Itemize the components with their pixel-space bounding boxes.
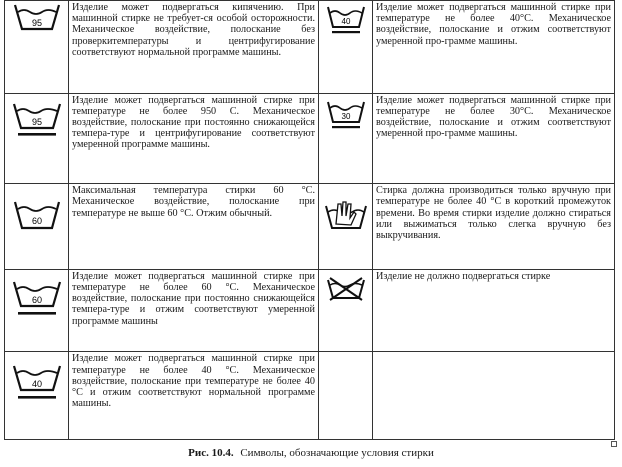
table-row — [5, 352, 615, 440]
wash-30-icon — [326, 98, 366, 134]
description-cell: Изделие может подвергаться машинной стирке при температуре не более 30°С. Механическое воздействие, полоскание и отжим соответствуют умеренной про-грамме машины. — [373, 93, 615, 184]
symbol-cell — [5, 269, 69, 352]
wash-95-icon — [12, 100, 62, 140]
description-cell: Изделие может подвергаться машинной стирке при температуре не более 950 С. Механическое воздействие, полоскание при постоянно снижающейся темпера-туре и центрифугирование соответствуют умеренной программе машины. — [69, 93, 319, 184]
wash-95-icon — [13, 1, 61, 35]
caption-label: Рис. 10.4. — [188, 447, 234, 459]
symbol-cell — [319, 93, 373, 184]
svg-text:40: 40 — [341, 17, 350, 26]
wash-40-icon — [326, 1, 366, 37]
symbol-cell — [5, 1, 69, 94]
washing-symbols-table — [4, 0, 615, 440]
empty-cell — [373, 352, 615, 440]
svg-text:40: 40 — [31, 379, 42, 390]
table-row — [5, 269, 615, 352]
svg-text:60: 60 — [31, 216, 42, 227]
do-not-wash-icon — [326, 276, 366, 302]
description-cell: Изделие может подвергаться кипячению. При машинной стирке не требует-ся особой осторожности. Механическое воздействие, полоскание без проверкитемпературы и центрифугирование соответствуют нормальной программе машины. — [69, 1, 319, 94]
symbol-cell — [319, 184, 373, 270]
empty-cell — [319, 352, 373, 440]
symbol-cell — [319, 269, 373, 352]
description-cell: Изделие не должно подвергаться стирке — [373, 269, 615, 352]
caption-text: Символы, обозначающие условия стирки — [240, 447, 434, 459]
symbol-cell — [319, 1, 373, 94]
hand-wash-icon — [324, 198, 368, 234]
figure-caption — [0, 447, 622, 459]
wash-60-icon — [13, 198, 61, 234]
table-row — [5, 93, 615, 184]
description-cell: Изделие может подвергаться машинной стирке при температуре не более 60 °С. Механическое воздействие, полоскание при постоянно снижающейся темпера-туре и отжим соответствуют умеренной программе машины — [69, 269, 319, 352]
symbol-cell — [5, 352, 69, 440]
description-cell: Максимальная температура стирки 60 °С. Механическое воздействие, полоскание при температуре не выше 60 °С. Отжим обычный. — [69, 184, 319, 270]
description-cell: Изделие может подвергаться машинной стирке при температуре не более 40°С. Механическое воздействие, полоскание и отжим соответствуют умеренной про-грамме машины. — [373, 1, 615, 94]
symbol-cell — [5, 93, 69, 184]
svg-text:95: 95 — [31, 18, 42, 28]
wash-40-icon — [12, 362, 62, 404]
svg-text:30: 30 — [341, 111, 350, 121]
svg-text:95: 95 — [31, 116, 42, 127]
wash-60-icon — [12, 278, 62, 320]
table-row — [5, 1, 615, 94]
svg-text:60: 60 — [31, 294, 42, 305]
description-cell: Изделие может подвергаться машинной стирке при температуре не более 40 °С. Механическое воздействие, полоскание при температуре не более 40 °С и отжим соответствуют нормальной программе машины. — [69, 352, 319, 440]
table-row — [5, 184, 615, 270]
description-cell: Стирка должна производиться только вручную при температуре не более 40 °С в короткий промежуток времени. Во время стирки изделие должно стираться или выжиматься только слегка вручную без выкручивания. — [373, 184, 615, 270]
symbol-cell — [5, 184, 69, 270]
